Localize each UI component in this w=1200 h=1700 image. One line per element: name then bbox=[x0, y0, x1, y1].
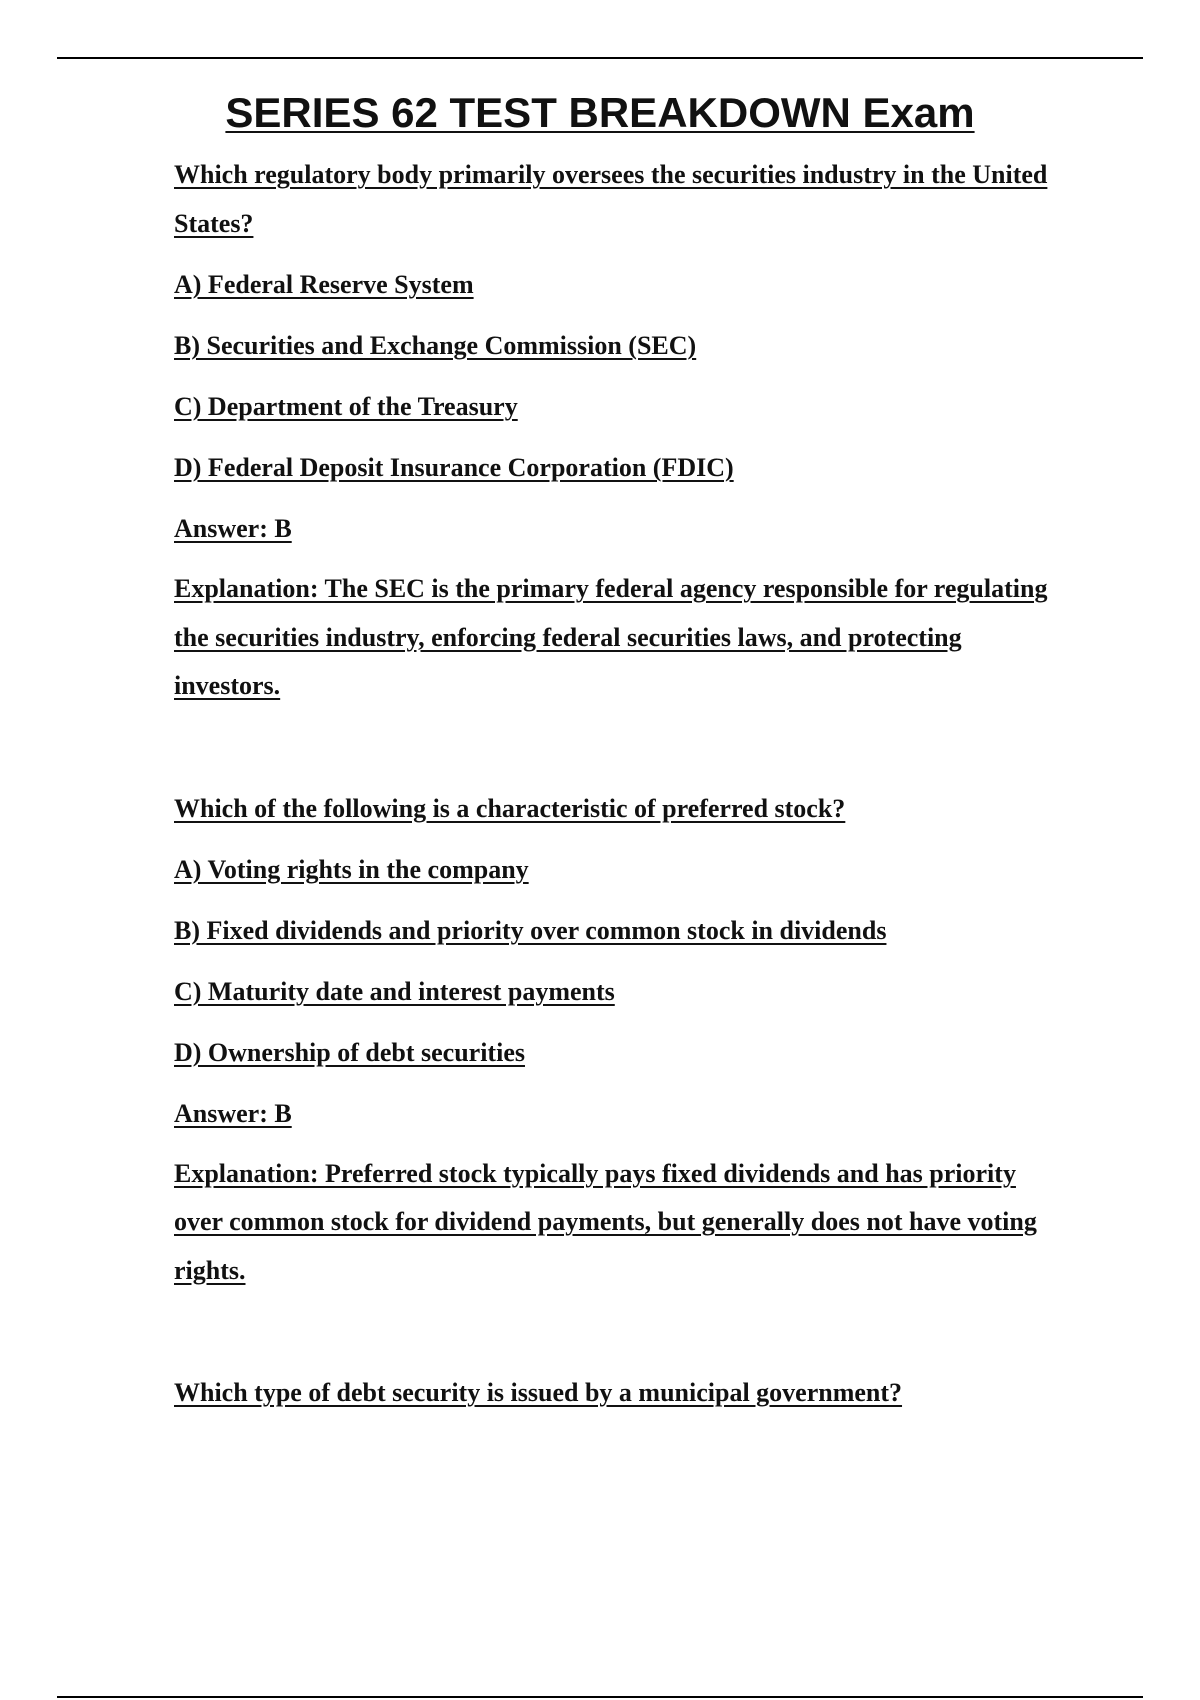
question-text: Which of the following is a characteristic of preferred stock? bbox=[174, 793, 846, 823]
answer-option: D) Ownership of debt securities bbox=[174, 1037, 525, 1067]
header-rule bbox=[57, 57, 1143, 59]
answer-key: Answer: B bbox=[174, 1098, 292, 1128]
answer-option: C) Maturity date and interest payments bbox=[174, 976, 615, 1006]
answer-option: B) Fixed dividends and priority over common stock in dividends bbox=[174, 915, 887, 945]
section-spacer bbox=[174, 711, 1054, 784]
question-block-3 bbox=[174, 1368, 1054, 1417]
section-spacer bbox=[174, 1295, 1054, 1368]
answer-option: A) Voting rights in the company bbox=[174, 854, 529, 884]
question-text: Which type of debt security is issued by a municipal government? bbox=[174, 1378, 903, 1407]
answer-option: A) Federal Reserve System bbox=[174, 270, 474, 299]
explanation-text: Explanation: The SEC is the primary federal agency responsible for regulating the securities industry, enforcing federal securities laws, and protecting investors. bbox=[174, 574, 1048, 700]
question-text: Which regulatory body primarily oversees the securities industry in the United States? bbox=[174, 160, 1048, 238]
question-block-2 bbox=[174, 784, 1054, 1296]
answer-key: Answer: B bbox=[174, 514, 292, 543]
explanation-text: Explanation: Preferred stock typically pays fixed dividends and has priority over common stock for dividend payments, but generally does not have voting rights. bbox=[174, 1158, 1037, 1285]
document-title: SERIES 62 TEST BREAKDOWN Exam bbox=[225, 89, 975, 136]
footer-rule bbox=[57, 1696, 1143, 1698]
document-body bbox=[174, 150, 1054, 1417]
answer-option: C) Department of the Treasury bbox=[174, 392, 518, 421]
answer-option: B) Securities and Exchange Commission (SEC) bbox=[174, 331, 697, 360]
question-block-1 bbox=[174, 150, 1054, 711]
answer-option: D) Federal Deposit Insurance Corporation (FDIC) bbox=[174, 453, 734, 482]
